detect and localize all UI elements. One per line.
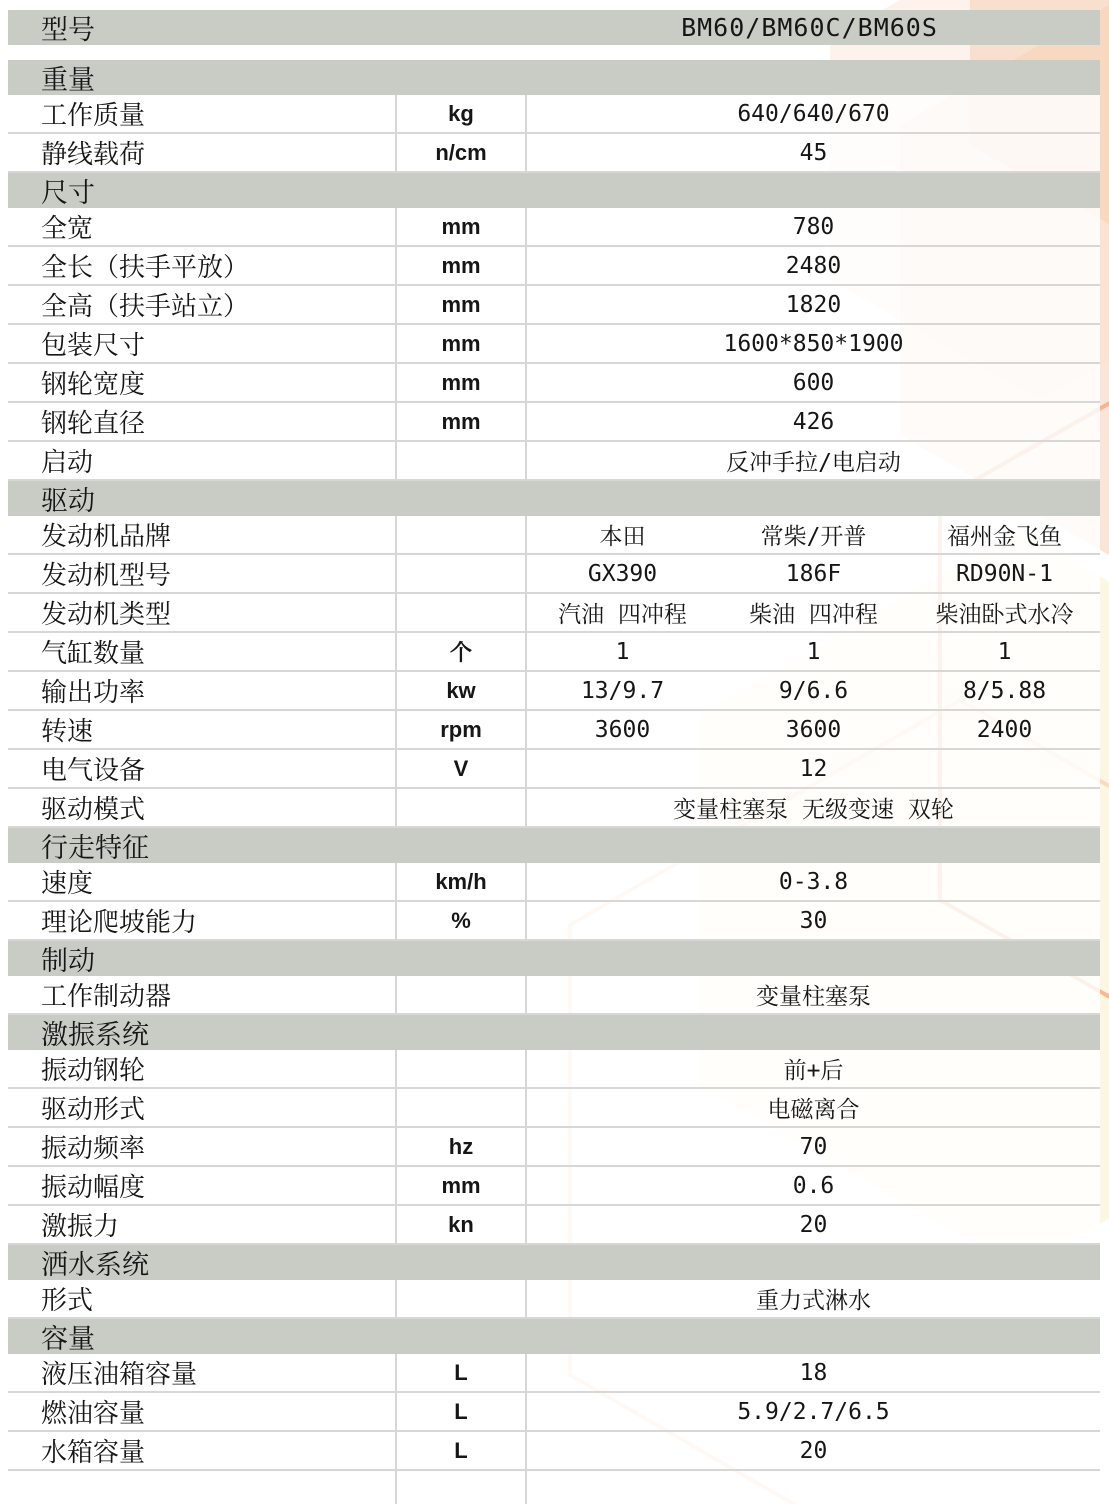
spec-row <box>8 1432 1100 1471</box>
spec-row <box>8 672 1100 711</box>
row-value: 反冲手拉/电启动 <box>726 450 901 476</box>
row-label <box>8 1471 395 1504</box>
spec-row <box>8 247 1100 286</box>
row-value: 2400 <box>976 716 1033 743</box>
row-values <box>527 247 1100 286</box>
row-value: 600 <box>792 369 835 396</box>
row-unit <box>397 555 525 594</box>
row-value: 70 <box>799 1133 828 1160</box>
spec-row <box>8 1089 1100 1128</box>
row-values <box>527 325 1100 364</box>
row-label: 液压油箱容量 <box>8 1354 395 1393</box>
row-values <box>527 442 1100 481</box>
spec-row <box>8 555 1100 594</box>
row-value: 0-3.8 <box>778 868 849 895</box>
spec-row <box>8 633 1100 672</box>
row-value: 本田 <box>599 524 646 550</box>
row-value: 福州金飞鱼 <box>947 524 1062 550</box>
row-unit: % <box>397 902 525 941</box>
row-values <box>527 1393 1100 1432</box>
spec-row <box>8 594 1100 633</box>
row-unit: mm <box>397 286 525 325</box>
row-value: 1 <box>806 638 821 665</box>
row-value: 3600 <box>785 716 842 743</box>
row-values <box>527 789 1100 828</box>
row-value: 1820 <box>785 291 842 318</box>
row-value: 变量柱塞泵 <box>756 984 871 1010</box>
row-value: 柴油 四冲程 <box>749 602 878 628</box>
section-bar <box>8 1319 1100 1354</box>
row-value: 20 <box>799 1211 828 1238</box>
row-label: 发动机型号 <box>8 555 395 594</box>
row-values <box>527 403 1100 442</box>
row-label: 包装尺寸 <box>8 325 395 364</box>
row-values <box>527 555 1100 594</box>
row-value: 汽油 四冲程 <box>558 602 687 628</box>
section-title: 驱动 <box>41 486 95 516</box>
section-title: 重量 <box>41 65 95 95</box>
spec-row <box>8 789 1100 828</box>
row-values <box>527 516 1100 555</box>
spec-row <box>8 1167 1100 1206</box>
spec-row <box>8 711 1100 750</box>
spec-row <box>8 516 1100 555</box>
row-unit: mm <box>397 364 525 403</box>
row-value: 18 <box>799 1359 828 1386</box>
row-unit: kn <box>397 1206 525 1245</box>
row-unit: mm <box>397 208 525 247</box>
row-unit: mm <box>397 403 525 442</box>
row-value: 8/5.88 <box>962 677 1047 704</box>
row-unit: kw <box>397 672 525 711</box>
row-value: 12 <box>799 755 828 782</box>
row-value: 30 <box>799 907 828 934</box>
row-unit <box>397 1471 525 1504</box>
row-value: 常柴/开普 <box>760 524 867 550</box>
spec-row <box>8 1393 1100 1432</box>
row-label: 电气设备 <box>8 750 395 789</box>
row-values <box>527 286 1100 325</box>
row-label: 形式 <box>8 1280 395 1319</box>
row-value: 2480 <box>785 252 842 279</box>
row-label: 静线载荷 <box>8 134 395 173</box>
row-label: 发动机品牌 <box>8 516 395 555</box>
row-value: 重力式淋水 <box>756 1288 871 1314</box>
row-values <box>527 711 1100 750</box>
row-label: 全宽 <box>8 208 395 247</box>
row-unit: kg <box>397 95 525 134</box>
row-value: 5.9/2.7/6.5 <box>737 1398 890 1425</box>
row-unit: km/h <box>397 863 525 902</box>
row-unit: rpm <box>397 711 525 750</box>
row-label: 振动频率 <box>8 1128 395 1167</box>
row-value: 0.6 <box>792 1172 835 1199</box>
row-value: 9/6.6 <box>778 677 849 704</box>
row-label: 气缸数量 <box>8 633 395 672</box>
row-values <box>527 1128 1100 1167</box>
section-title: 洒水系统 <box>41 1250 149 1280</box>
spec-row <box>8 1280 1100 1319</box>
row-label: 工作质量 <box>8 95 395 134</box>
row-values <box>527 95 1100 134</box>
row-values <box>527 863 1100 902</box>
row-label: 水箱容量 <box>8 1432 395 1471</box>
section-bar <box>8 60 1100 95</box>
spec-row <box>8 863 1100 902</box>
row-label: 驱动形式 <box>8 1089 395 1128</box>
section-bar <box>8 941 1100 976</box>
section-bar <box>8 481 1100 516</box>
row-values <box>527 594 1100 633</box>
row-label: 转速 <box>8 711 395 750</box>
spec-table <box>8 60 1100 1504</box>
spec-row <box>8 134 1100 173</box>
row-value: 20 <box>799 1437 828 1464</box>
row-value: 780 <box>792 213 835 240</box>
section-title: 制动 <box>41 946 95 976</box>
row-values <box>527 976 1100 1015</box>
row-value: 426 <box>792 408 835 435</box>
row-unit <box>397 976 525 1015</box>
spec-sheet <box>8 10 1100 1504</box>
row-values <box>527 672 1100 711</box>
spec-row <box>8 364 1100 403</box>
row-value: 柴油卧式水冷 <box>935 602 1074 628</box>
row-values <box>527 902 1100 941</box>
row-value: 186F <box>785 560 842 587</box>
row-values <box>527 1432 1100 1471</box>
spec-row <box>8 403 1100 442</box>
row-value: 前+后 <box>783 1058 844 1084</box>
row-value: 变量柱塞泵 无级变速 双轮 <box>673 797 954 823</box>
row-label: 速度 <box>8 863 395 902</box>
row-label: 输出功率 <box>8 672 395 711</box>
row-values <box>527 750 1100 789</box>
spec-row <box>8 286 1100 325</box>
row-label: 振动钢轮 <box>8 1050 395 1089</box>
row-unit: L <box>397 1432 525 1471</box>
row-value: 1 <box>615 638 630 665</box>
model-label: 型号 <box>41 15 95 45</box>
model-header-bar <box>8 10 1100 45</box>
spec-row <box>8 1128 1100 1167</box>
row-unit <box>397 442 525 481</box>
section-bar <box>8 1245 1100 1280</box>
spec-row <box>8 750 1100 789</box>
row-unit <box>397 516 525 555</box>
row-label: 全高（扶手站立） <box>8 286 395 325</box>
row-unit: mm <box>397 1167 525 1206</box>
spec-row <box>8 1050 1100 1089</box>
row-label: 发动机类型 <box>8 594 395 633</box>
row-unit: n/cm <box>397 134 525 173</box>
row-value: 电磁离合 <box>767 1097 860 1123</box>
row-unit <box>397 789 525 828</box>
row-unit <box>397 1280 525 1319</box>
row-values <box>527 134 1100 173</box>
section-title: 行走特征 <box>41 833 149 863</box>
spec-row <box>8 325 1100 364</box>
row-label: 启动 <box>8 442 395 481</box>
spec-row <box>8 95 1100 134</box>
header-gap <box>8 45 1100 60</box>
row-values <box>527 1050 1100 1089</box>
row-label: 激振力 <box>8 1206 395 1245</box>
row-label: 燃油容量 <box>8 1393 395 1432</box>
row-unit: V <box>397 750 525 789</box>
row-label: 驱动模式 <box>8 789 395 828</box>
row-value: 640/640/670 <box>737 100 890 127</box>
row-values <box>527 1089 1100 1128</box>
row-unit: mm <box>397 247 525 286</box>
row-label: 全长（扶手平放） <box>8 247 395 286</box>
model-value: BM60/BM60C/BM60S <box>681 13 938 42</box>
row-unit: L <box>397 1354 525 1393</box>
row-label: 理论爬坡能力 <box>8 902 395 941</box>
row-value: 45 <box>799 139 828 166</box>
row-unit <box>397 1050 525 1089</box>
row-label: 钢轮宽度 <box>8 364 395 403</box>
spec-row <box>8 1206 1100 1245</box>
section-title: 尺寸 <box>41 178 95 208</box>
row-value: RD90N-1 <box>956 560 1053 587</box>
row-unit <box>397 1089 525 1128</box>
row-values <box>527 1280 1100 1319</box>
row-unit <box>397 594 525 633</box>
row-value: 3600 <box>594 716 651 743</box>
row-values <box>527 1167 1100 1206</box>
row-value: 1600*850*1900 <box>723 330 904 357</box>
section-bar <box>8 1015 1100 1050</box>
row-unit: hz <box>397 1128 525 1167</box>
spec-row <box>8 1354 1100 1393</box>
row-values <box>527 1354 1100 1393</box>
row-value: 13/9.7 <box>580 677 665 704</box>
row-unit: mm <box>397 325 525 364</box>
row-values <box>527 633 1100 672</box>
spec-row <box>8 1471 1100 1504</box>
row-values <box>527 208 1100 247</box>
section-title: 激振系统 <box>41 1020 149 1050</box>
row-unit: L <box>397 1393 525 1432</box>
row-value: 1 <box>997 638 1012 665</box>
section-bar <box>8 828 1100 863</box>
spec-row <box>8 208 1100 247</box>
row-unit: 个 <box>397 633 525 672</box>
spec-row <box>8 976 1100 1015</box>
row-label: 工作制动器 <box>8 976 395 1015</box>
spec-row <box>8 442 1100 481</box>
row-values <box>527 1471 1100 1504</box>
section-bar <box>8 173 1100 208</box>
row-value: GX390 <box>587 560 658 587</box>
spec-row <box>8 902 1100 941</box>
row-label: 钢轮直径 <box>8 403 395 442</box>
row-values <box>527 364 1100 403</box>
row-label: 振动幅度 <box>8 1167 395 1206</box>
section-title: 容量 <box>41 1324 95 1354</box>
row-values <box>527 1206 1100 1245</box>
